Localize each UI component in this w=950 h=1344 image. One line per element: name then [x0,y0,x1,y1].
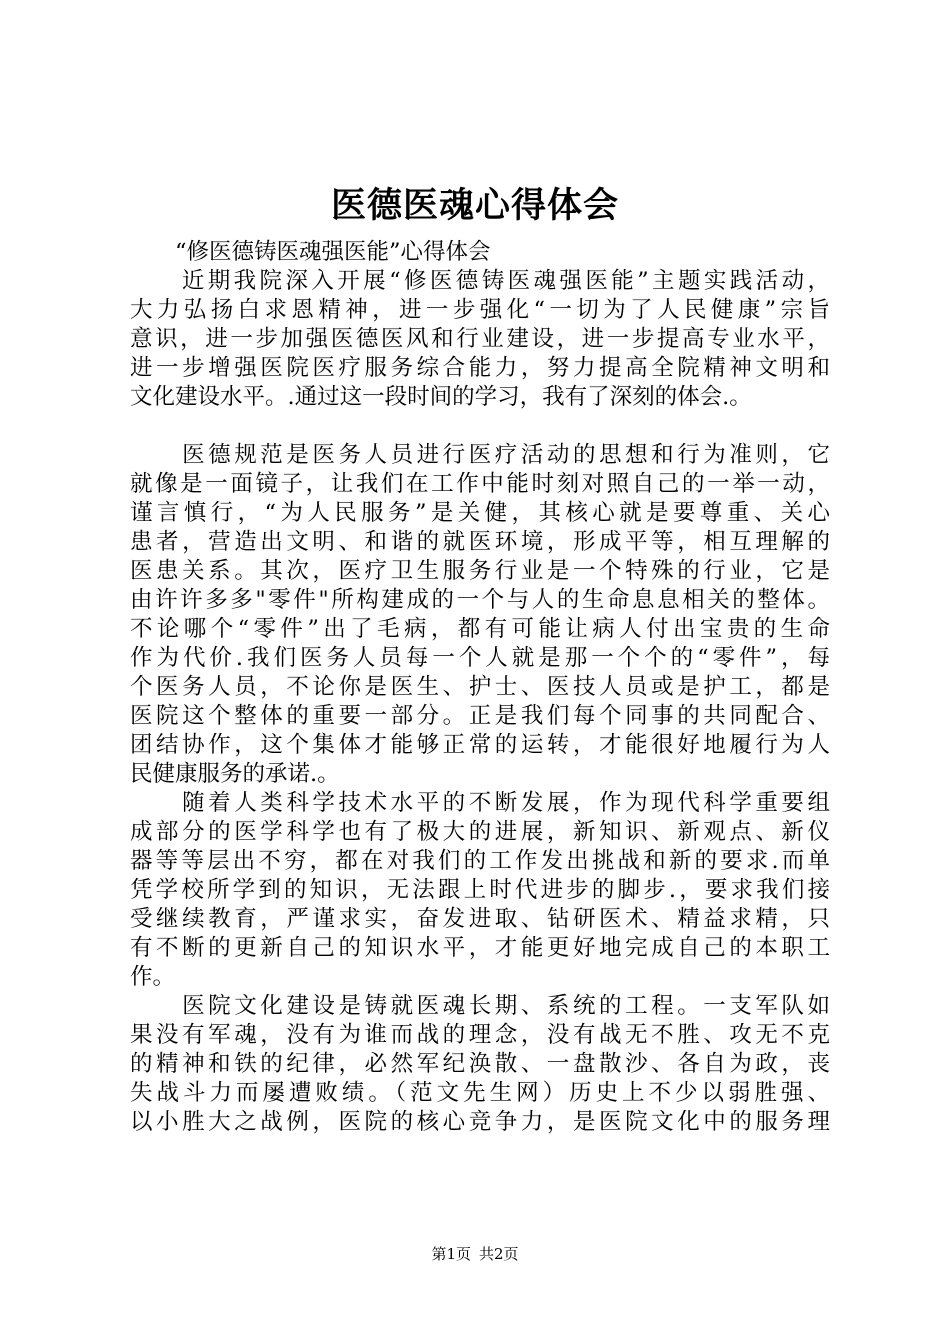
text-line: 进一步增强医院医疗服务综合能力，努力提高全院精神文明和 [130,355,830,381]
text-line: 医院这个整体的重要一部分。正是我们每个同事的共同配合、 [130,703,830,729]
text-line: 由许许多多"零件"所构建成的一个与人的生命息息相关的整体。 [130,587,830,613]
text-line: 以小胜大之战例，医院的核心竞争力，是医院文化中的服务理 [130,1109,830,1135]
text-line: 医德规范是医务人员进行医疗活动的思想和行为准则，它 [130,442,830,468]
text-line: 医院文化建设是铸就医魂长期、系统的工程。一支军队如 [130,993,830,1019]
text-line: 个医务人员，不论你是医生、护士、医技人员或是护工，都是 [130,674,830,700]
text-line: 失战斗力而屡遭败绩。（范文先生网）历史上不少以弱胜强、 [130,1080,830,1106]
text-line: 患者，营造出文明、和谐的就医环境，形成平等，相互理解的 [130,529,830,555]
text-line: 有不断的更新自己的知识水平，才能更好地完成自己的本职工 [130,935,830,961]
text-line: 不论哪个“零件”出了毛病，都有可能让病人付出宝贵的生命 [130,616,830,642]
text-line: 文化建设水平。.通过这一段时间的学习，我有了深刻的体会.。 [130,384,752,410]
text-line: 凭学校所学到的知识，无法跟上时代进步的脚步.，要求我们接 [130,877,830,903]
text-line: 随着人类科学技术水平的不断发展，作为现代科学重要组 [130,790,830,816]
text-line: 器等等层出不穷，都在对我们的工作发出挑战和新的要求.而单 [130,848,830,874]
document-body [130,238,830,1137]
text-line: 民健康服务的承诺.。 [130,761,340,787]
page-total: 共2页 [479,1245,519,1263]
text-line: 大力弘扬白求恩精神，进一步强化“一切为了人民健康”宗旨 [130,297,830,323]
text-line: 的精神和铁的纪律，必然军纪涣散、一盘散沙、各自为政，丧 [130,1051,830,1077]
text-line: 果没有军魂，没有为谁而战的理念，没有战无不胜、攻无不克 [130,1022,830,1048]
text-line: 受继续教育，严谨求实，奋发进取、钻研医术、精益求精，只 [130,906,830,932]
text-line: 就像是一面镜子，让我们在工作中能时刻对照自己的一举一动， [130,471,830,497]
subtitle-line: “修医德铸医魂强医能”心得体会 [130,239,491,265]
text-line: 医患关系。其次，医疗卫生服务行业是一个特殊的行业，它是 [130,558,830,584]
page-number: 第1页 [431,1245,471,1263]
text-line: 谨言慎行，“为人民服务”是关健，其核心就是要尊重、关心 [130,500,830,526]
text-line: 意识，进一步加强医德医风和行业建设，进一步提高专业水平， [130,326,830,352]
page-footer [0,1244,950,1264]
text-line: 作。 [130,964,176,990]
text-line: 作为代价.我们医务人员每一个人就是那一个个的“零件”，每 [130,645,830,671]
text-line: 团结协作，这个集体才能够正常的运转，才能很好地履行为人 [130,732,830,758]
text-line: 成部分的医学科学也有了极大的进展，新知识、新观点、新仪 [130,819,830,845]
document-title: 医德医魂心得体会 [330,185,619,226]
text-line: 近期我院深入开展“修医德铸医魂强医能”主题实践活动， [130,268,830,294]
